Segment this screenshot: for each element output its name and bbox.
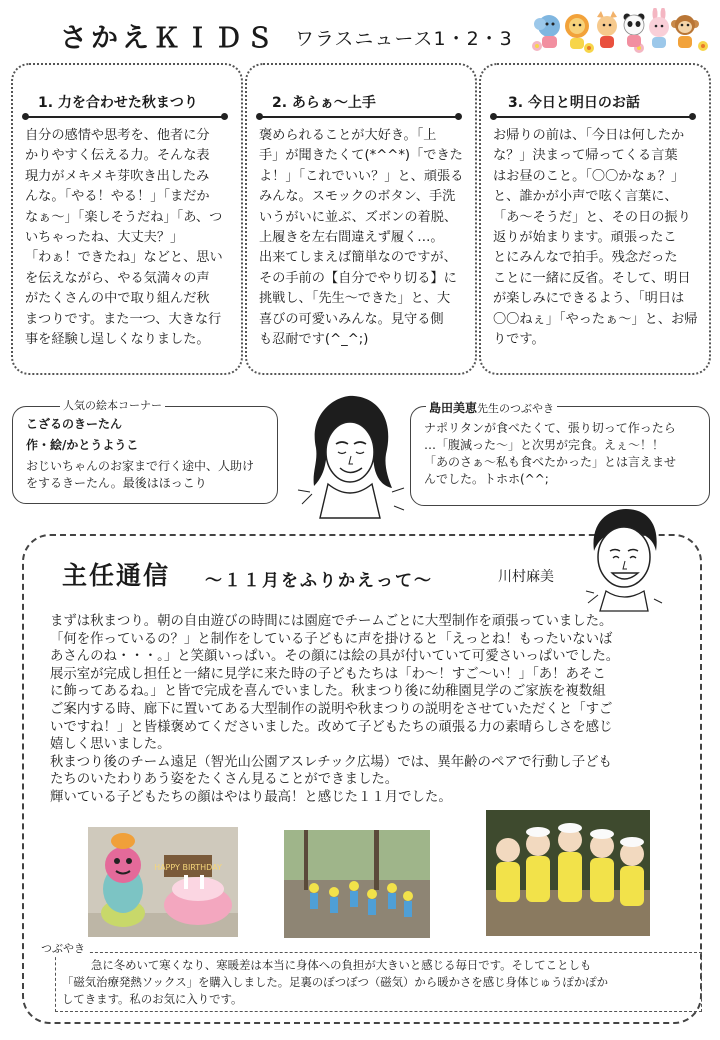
- column-text-line: がたくさんの中で取り組んだ秋: [25, 291, 210, 307]
- column-text-line: 「わぁ！できたね」などと、思い: [25, 250, 223, 266]
- book-description-line: おじいちゃんのお家まで行く途中、人助け: [26, 459, 255, 473]
- column-text-line: みんな。スモックのボタン、手洗: [259, 189, 456, 205]
- column-text-line: 喜びの可愛いみんな。見守る側: [259, 311, 444, 327]
- column-text-line: 〇〇ねぇ」「やったぁ～」と、お帰: [493, 311, 698, 327]
- teacher-note-text: [424, 420, 676, 488]
- main-body-line: に飾ってあるね。」と皆で完成を喜んでいました。秋まつり後に幼稚園見学のご家族を複数組: [50, 684, 606, 700]
- main-body-line: 輝いている子どもたちの顔はやはり最高！と感じた１１月でした。: [50, 789, 452, 805]
- teacher-name: 島田美恵: [429, 401, 478, 415]
- column-text-line: ことに一緒に反省。そして、明日: [493, 270, 691, 286]
- teacher-note-suffix: 先生のつぶやき: [477, 402, 555, 415]
- teacher-note-label: [426, 399, 557, 416]
- teacher-note-line: 「あのさぁ～私も食べたかった」とは言えませ: [424, 455, 677, 469]
- photo-children-group: [486, 810, 650, 936]
- column-text-line: 「あ～そうだ」と、その日の振り: [493, 209, 691, 225]
- birthday-sign-text: HAPPY BIRTHDAY: [154, 863, 222, 872]
- tsubuyaki-line: してきます。私のお気に入りです。: [62, 992, 243, 1006]
- column-text-line: はお昼のこと。「〇〇かなぁ？」: [493, 168, 685, 184]
- column-text-line: りです。: [493, 332, 545, 348]
- column-text-line: 挑戦し、「先生～できた」と、大: [259, 291, 451, 307]
- column-text-line: 出来てしまえば簡単なのですが、: [259, 250, 457, 266]
- teacher-portrait-sketch: [288, 392, 412, 522]
- column-text-line: いちゃったね、大丈夫？」: [25, 230, 184, 246]
- teacher-note-line: …「腹減った～」と次男が完食。えぇ～！！: [424, 438, 665, 452]
- column-text-line: 現力がメキメキ芽吹き出したみ: [25, 168, 210, 184]
- main-body-line: 嬉しく思いました。: [50, 737, 171, 753]
- main-section-subtitle: ～１１月をふりかえって～: [205, 571, 433, 591]
- main-section-title: 主任通信: [62, 561, 171, 590]
- column-heading-3: 3. 今日と明日のお話: [508, 95, 640, 111]
- column-text-line: いうがいに並ぶ、ズボンの着脱、: [259, 209, 458, 225]
- panda-icon: [624, 14, 645, 48]
- column-text-line: 事を経験し逞しくなりました。: [25, 332, 210, 348]
- column-text-line: 自分の感情や思考を、他者に分: [25, 128, 210, 143]
- cat-icon: [597, 11, 617, 48]
- column-text-line: よ！」「これでいい？」と、頑張る: [259, 168, 464, 184]
- teacher-note-line: ナポリタンが食べたくて、張り切って作ったら: [424, 421, 676, 435]
- main-section-body: [50, 613, 690, 807]
- column-text-line: とにみんなで拍手。残念だった: [493, 250, 678, 266]
- column-text-line: 返りが始まります。頑張ったこ: [493, 230, 677, 246]
- column-text-line: が楽しみにできるよう、「明日は: [493, 291, 685, 307]
- column-text-line: その手前の【自分でやり切る】に: [259, 270, 457, 286]
- main-body-line: いですね！」と皆様褒めてくださいました。改めて子どもたちの頑張る力の素晴らしさを感じ: [50, 719, 613, 735]
- book-description-line: をするきーたん。最後はほっこり: [26, 476, 207, 490]
- animal-characters-illustration: [527, 8, 713, 54]
- monkey-icon: [671, 15, 699, 48]
- author-portrait-sketch: [584, 507, 664, 613]
- photo-birthday-cake-craft: [88, 827, 238, 937]
- column-text-line: まつりです。また一つ、大きな行: [25, 311, 222, 327]
- column-heading-rule-1: [24, 116, 226, 118]
- birthday-craft-illustration: [88, 827, 238, 937]
- column-text-line: お帰りの前は、「今日は何したか: [493, 128, 685, 143]
- column-text-3: [493, 126, 697, 350]
- column-text-line: も忍耐です(^_^;): [259, 332, 369, 348]
- children-group-illustration: [486, 810, 650, 936]
- tsubuyaki-text: [62, 957, 608, 1008]
- teacher-note-line: んでした。トホホ(^^;: [424, 472, 549, 486]
- column-text-line: んな。「やる！やる！」「まだか: [25, 189, 210, 205]
- tsubuyaki-line: 「磁気治療発熱ソックス」を購入しました。足裏のぼつぼつ（磁気）から暖かさを感じ身体じゅうぽかぽか: [62, 975, 609, 989]
- newsletter-subtitle: ワラスニュース1・2・3: [295, 28, 513, 50]
- main-body-line: まずは秋まつり。朝の自由遊びの時間には園庭でチームごとに大型制作を頑張っていました。: [50, 614, 613, 629]
- main-body-line: たちのいたわりあう姿をたくさん見ることができました。: [50, 772, 399, 788]
- tsubuyaki-label: つぶやき: [38, 940, 88, 956]
- photo-park-excursion: [284, 830, 430, 938]
- column-text-1: [25, 126, 223, 350]
- column-heading-rule-3: [492, 116, 694, 118]
- column-heading-rule-2: [258, 116, 460, 118]
- rabbit-icon: [649, 8, 669, 48]
- column-text-line: なぁ～」「楽しそうだね」「あ、つ: [25, 209, 223, 225]
- main-body-line: 「何を作っているの？」と制作をしている子どもに声を掛けると「えっとね！もったいないば: [50, 631, 613, 647]
- column-text-line: な？」決まって帰ってくる言葉: [493, 148, 678, 164]
- main-body-line: あさんのね・・・。」と笑顔いっぱい。その顔には絵の具が付いていて可愛さいっぱいでした。: [50, 649, 620, 665]
- column-text-line: 手」が聞きたくて(*^^*)「できた: [259, 148, 463, 164]
- newsletter-title: さかえＫＩＤＳ: [60, 23, 277, 54]
- column-text-line: と、誰かが小声で呟く言葉に、: [493, 189, 678, 205]
- column-heading-1: 1. 力を合わせた秋まつり: [38, 95, 198, 111]
- main-body-line: 秋まつり後のチーム遠足（智光山公園アスレチック広場）では、異年齢のペアで行動し子ども: [50, 754, 612, 770]
- column-text-2: [259, 126, 463, 350]
- book-title: こざるのきーたん: [26, 417, 123, 431]
- park-excursion-illustration: [284, 830, 430, 938]
- column-text-line: かりやすく伝える力。そんな表: [25, 148, 210, 164]
- main-body-line: 展示室が完成し担任と一緒に見学に来た時の子どもたちは「わ～！すご～い！」「あ！あそこ: [50, 666, 606, 682]
- column-text-line: 褒められることが大好き。「上: [259, 128, 437, 143]
- book-author: 作・絵/かとうようこ: [26, 438, 139, 452]
- column-heading-2: 2. あらぁ～上手: [272, 95, 376, 111]
- column-text-line: 上履きを左右間違えず履く…。: [259, 230, 444, 246]
- book-corner-label: 人気の絵本コーナー: [60, 397, 165, 413]
- lion-icon: [565, 14, 589, 49]
- book-description: [26, 458, 254, 492]
- column-text-line: を伝えながら、やる気満々の声: [25, 270, 210, 286]
- main-section-author: 川村麻美: [498, 569, 554, 585]
- main-body-line: ご案内する時、廊下に置いてある大型制作の説明や秋まつりの説明をさせていただくと「すご: [50, 701, 613, 717]
- tsubuyaki-line: 急に冬めいて寒くなり、寒暖差は本当に身体への負担が大きいと感じる毎日です。そしてことしも: [62, 958, 592, 972]
